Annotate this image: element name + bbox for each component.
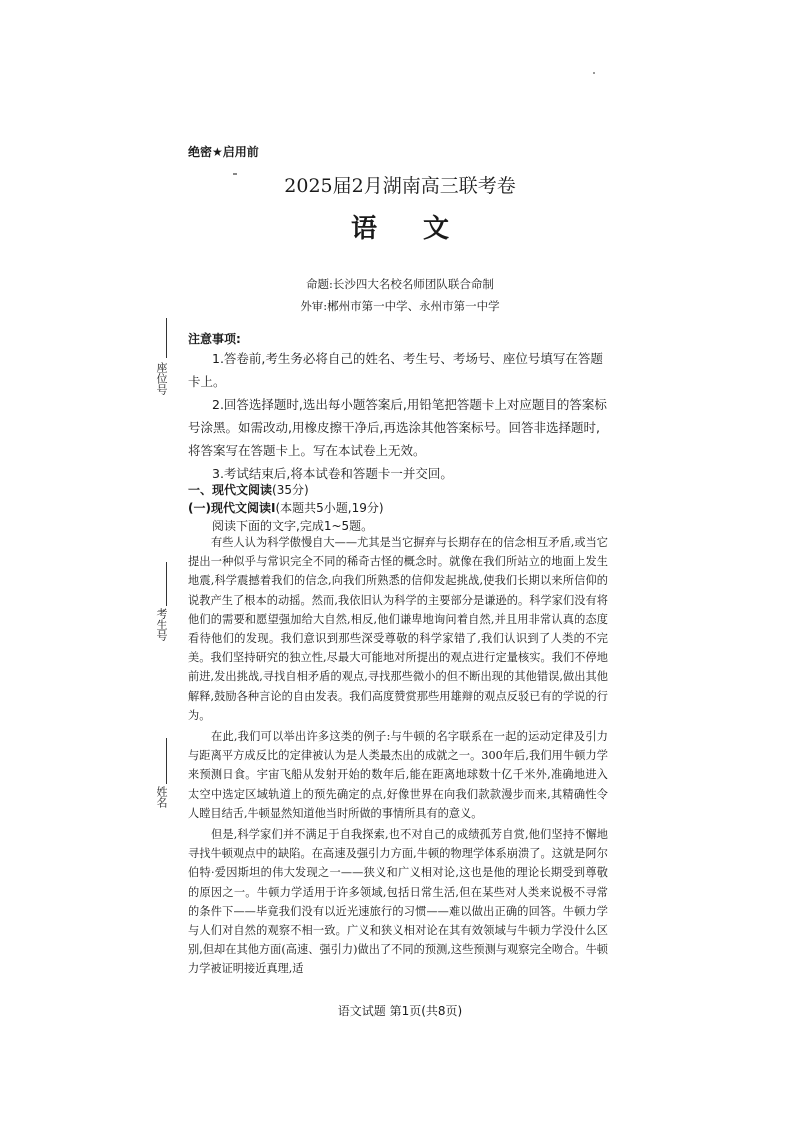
reading-passage <box>188 533 608 981</box>
reviewer-line: 外审:郴州市第一中学、永州市第一中学 <box>300 299 500 313</box>
exam-number-field-line <box>166 562 167 606</box>
page-footer: 语文试题 第1页(共8页) <box>337 1004 463 1018</box>
exam-title: 2025届2月湖南高三联考卷 <box>284 175 516 197</box>
notes-list <box>188 347 608 485</box>
note-item: 2.回答选择题时,选出每小题答案后,用铅笔把答题卡上对应题目的答案标号涂黑。如需改动,用橡皮擦干净后,再选涂其他答案标号。回答非选择题时,将答案写在答题卡上。写在本试卷上无效。 <box>188 397 607 458</box>
scan-speck <box>593 72 595 74</box>
seat-number-label: 座位号 <box>155 362 168 395</box>
subsection-heading: (一)现代文阅读Ⅰ(本题共5小题,19分) <box>188 501 384 515</box>
exam-number-label: 考生号 <box>155 608 168 641</box>
name-field-line <box>166 738 167 784</box>
passage-paragraph: 在此,我们可以举出许多这类的例子:与牛顿的名字联系在一起的运动定律及引力与距离平方成反比的定律被认为是人类最杰出的成就之一。300年后,我们用牛顿力学来预测日食。宇宙飞船从发射开始的数年后,能在距离地球数十亿千米外,准确地进入太空中选定区域轨道上的预先确定的点,好像世界在向我们款款漫步而来,其精确性令人瞠目结舌,牛顿显然知道他当时所做的事情所具有的意义。 <box>188 730 608 820</box>
name-label: 姓名 <box>155 786 168 808</box>
confidential-label: 绝密★启用前 <box>188 145 259 159</box>
subject-title: 语文 <box>350 214 495 244</box>
passage-paragraph: 有些人认为科学傲慢自大——尤其是当它摒弃与长期存在的信念相互矛盾,或当它提出一种似乎与常识完全不同的稀奇古怪的概念时。就像在我们所站立的地面上发生地震,科学震撼着我们的信念,向我们所熟悉的信仰发起挑战,使我们长期以来所信仰的说教产生了根本的动摇。然而,我依旧认为科学的主要部分是谦逊的。科学家们没有将他们的需要和愿望强加给大自然,相反,他们谦卑地询问着自然,并且用非常认真的态度看待他们的发现。我们意识到那些深受尊敬的科学家错了,我们认识到了人类的不完美。我们坚持研究的独立性,尽最大可能地对所提出的观点进行定量核实。我们不停地前进,发出挑战,寻找自相矛盾的观点,寻找那些微小的但不断出现的其他错误,做出其他解释,鼓励各种言论的自由发表。我们高度赞赏那些用雄辩的观点反驳已有的学说的行为。 <box>188 536 608 722</box>
author-line: 命题:长沙四大名校名师团队联合命制 <box>306 277 494 291</box>
passage-paragraph: 但是,科学家们并不满足于自我探索,也不对自己的成绩孤芳自赏,他们坚持不懈地寻找牛顿观点中的缺陷。在高速及强引力方面,牛顿的物理学体系崩溃了。这就是阿尔伯特·爱因斯坦的伟大发现之一——狭义和广义相对论,这也是他的理论长期受到尊敬的原因之一。牛顿力学适用于许多领域,包括日常生活,但在某些对人类来说极不寻常的条件下——毕竟我们没有以近光速旅行的习惯——难以做出正确的回答。牛顿力学与人们对自然的观察不相一致。广义和狭义相对论在其有效领域与牛顿力学没什么区别,但却在其他方面(高速、强引力)做出了不同的预测,这些预测与观察完全吻合。牛顿力学被证明接近真理,适 <box>188 828 608 976</box>
note-item: 3.考试结束后,将本试卷和答题卡一并交回。 <box>212 466 453 481</box>
notes-heading: 注意事项: <box>188 332 241 346</box>
note-item: 1.答卷前,考生务必将自己的姓名、考生号、考场号、座位号填写在答题卡上。 <box>188 351 603 389</box>
seat-field-line <box>166 318 167 358</box>
reading-instruction: 阅读下面的文字,完成1~5题。 <box>212 519 374 533</box>
section-heading: 一、现代文阅读(35分) <box>188 483 309 497</box>
